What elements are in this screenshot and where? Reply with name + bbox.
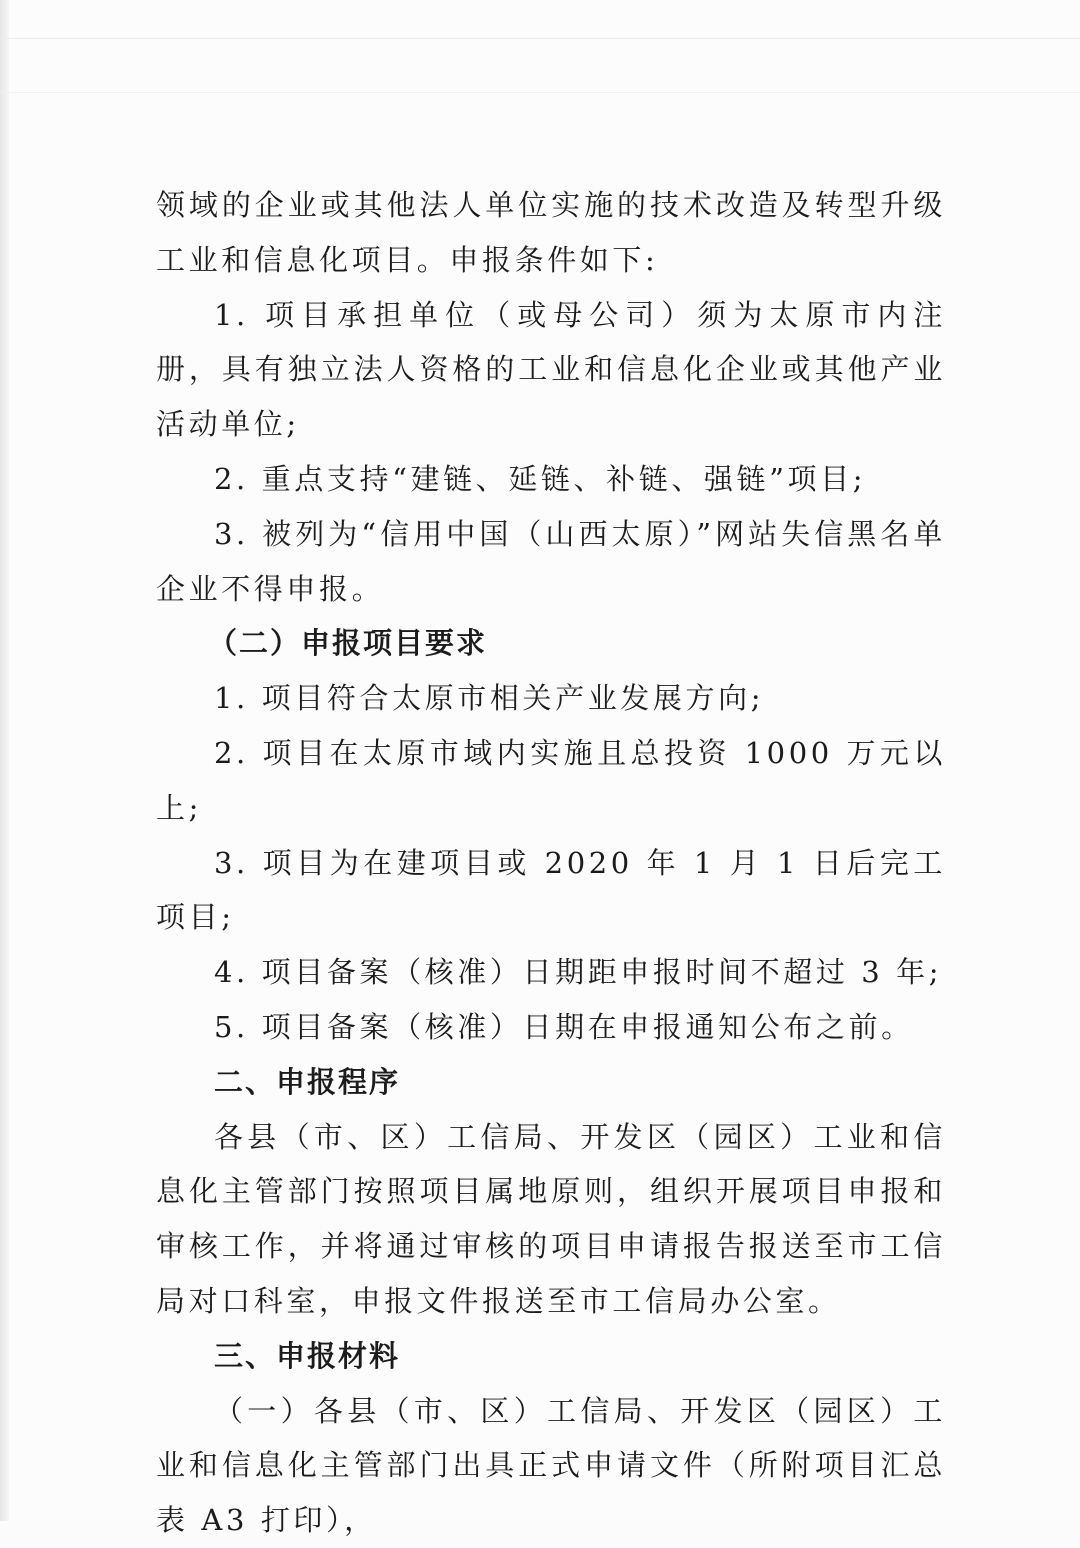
scan-edge [0, 0, 9, 1521]
section-heading-materials: 三、申报材料 [214, 1338, 401, 1373]
document-body [156, 178, 946, 1548]
requirement-5: 5. 项目备案（核准）日期在申报通知公布之前。 [214, 1009, 914, 1044]
requirement-2: 2. 项目在太原市域内实施且总投资 1000 万元以上; [156, 735, 946, 825]
requirement-4: 4. 项目备案（核准）日期距申报时间不超过 3 年; [214, 955, 943, 990]
condition-1: 1. 项目承担单位（或母公司）须为太原市内注册，具有独立法人资格的工业和信息化企业或其他产业活动单位; [156, 297, 946, 442]
condition-3: 3. 被列为“信用中国（山西太原）”网站失信黑名单企业不得申报。 [156, 516, 946, 606]
paragraph-continuation: 领域的企业或其他法人单位实施的技术改造及转型升级工业和信息化项目。申报条件如下: [156, 188, 946, 277]
requirement-3: 3. 项目为在建项目或 2020 年 1 月 1 日后完工项目; [156, 845, 946, 935]
materials-paragraph: （一）各县（市、区）工信局、开发区（园区）工业和信息化主管部门出具正式申请文件（所附项目汇总表 A3 打印）， [156, 1393, 946, 1538]
procedure-paragraph: 各县（市、区）工信局、开发区（园区）工业和信息化主管部门按照项目属地原则，组织开展项目申报和审核工作，并将通过审核的项目申请报告报送至市工信局对口科室，申报文件报送至市工信局办公室。 [156, 1119, 946, 1318]
condition-2: 2. 重点支持“建链、延链、补链、强链”项目; [214, 461, 867, 496]
section-heading-requirements: （二）申报项目要求 [208, 626, 488, 661]
scan-artifact-line [0, 92, 1080, 93]
section-heading-procedure: 二、申报程序 [214, 1064, 401, 1099]
requirement-1: 1. 项目符合太原市相关产业发展方向; [214, 681, 765, 716]
scan-artifact-line [0, 38, 1080, 39]
